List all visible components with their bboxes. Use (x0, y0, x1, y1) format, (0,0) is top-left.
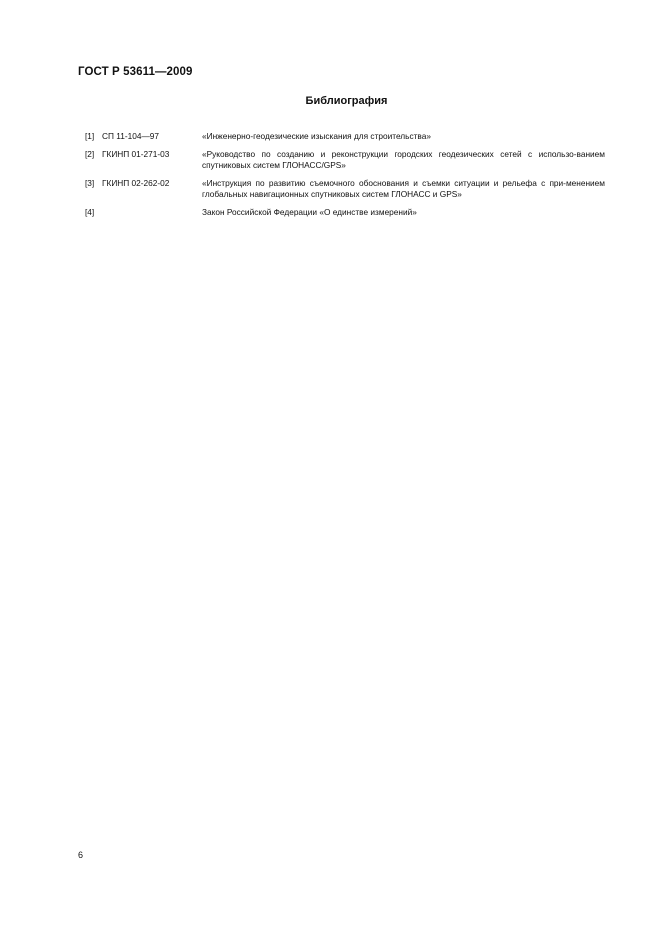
bibliography-item (85, 131, 605, 142)
standard-designation: ГОСТ Р 53611—2009 (78, 66, 193, 78)
bibliography-item-number: [3] (85, 178, 95, 188)
bibliography-item-title: Закон Российской Федерации «О единстве измерений» (202, 207, 417, 217)
bibliography-item-code (102, 207, 202, 218)
bibliography-item-title: «Руководство по созданию и реконструкции городских геодезических сетей с использо-ванием спутниковых систем ГЛОНАСС/GPS» (202, 149, 605, 170)
bibliography-item-title: «Инженерно-геодезические изыскания для строительства» (202, 131, 431, 141)
section-title: Библиография (305, 95, 388, 107)
bibliography-item-number: [1] (85, 131, 95, 141)
page-number: 6 (78, 850, 84, 860)
bibliography-item-code: ГКИНП 01-271-03 (102, 149, 170, 159)
bibliography-item-title: «Инструкция по развитию съемочного обоснования и съемки ситуации и рельефа с при-менением глобальных навигационных спутниковых систем ГЛОНАСС и GPS» (202, 178, 605, 199)
bibliography-list (85, 131, 605, 225)
bibliography-item-number: [4] (85, 207, 95, 217)
bibliography-item-code: СП 11-104—97 (102, 131, 160, 141)
bibliography-item (85, 178, 605, 200)
bibliography-item-number: [2] (85, 149, 95, 159)
bibliography-item (85, 149, 605, 171)
bibliography-item-code: ГКИНП 02-262-02 (102, 178, 170, 188)
bibliography-item (85, 207, 605, 218)
